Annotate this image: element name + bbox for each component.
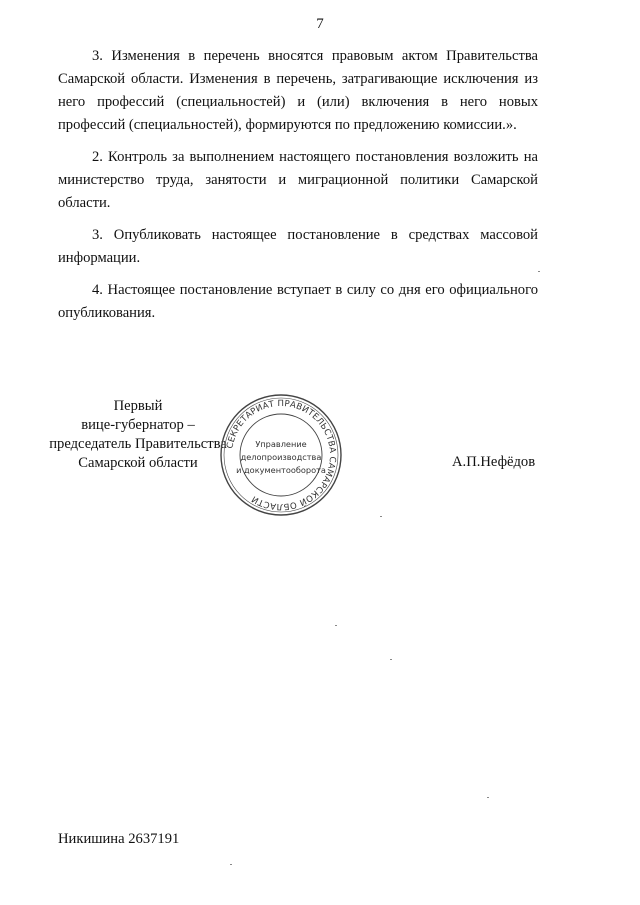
paragraph-perechen-changes: 3. Изменения в перечень вносятся правовым актом Правительства Самарской области. Изменения в перечень, затрагивающие исключения из него профессий (специальностей) и (или) включения в него новых профессий (специальностей), формируются по предложению комиссии.».: [58, 48, 538, 133]
seal-inner-line: и документооборота: [236, 465, 326, 475]
page-number: 7: [316, 16, 324, 32]
scan-speck: [380, 516, 382, 517]
document-body: [58, 45, 538, 334]
scan-speck: [230, 864, 232, 865]
signatory-title-line: Первый: [113, 398, 163, 414]
signatory-name: А.П.Нефёдов: [452, 454, 536, 470]
signatory-title-line: Самарской области: [78, 455, 198, 471]
seal-ring-text: СЕКРЕТАРИАТ ПРАВИТЕЛЬСТВА САМАРСКОЙ ОБЛАСТИ: [225, 398, 338, 512]
seal-inner-line: Управление: [255, 439, 307, 449]
scan-speck: [487, 797, 489, 798]
official-seal-stamp: [218, 392, 344, 518]
signatory-title-line: председатель Правительства: [49, 436, 227, 452]
scan-speck: [335, 625, 337, 626]
paragraph-effective-date: 4. Настоящее постановление вступает в силу со дня его официального опубликования.: [58, 282, 538, 321]
scan-speck: [538, 271, 540, 272]
signatory-title: [48, 397, 228, 473]
paragraph-control: 2. Контроль за выполнением настоящего постановления возложить на министерство труда, занятости и миграционной политики Самарской области.: [58, 149, 538, 211]
executor-contact: Никишина 2637191: [58, 831, 180, 847]
paragraph-publish: 3. Опубликовать настоящее постановление в средствах массовой информации.: [58, 227, 538, 266]
signatory-title-line: вице-губернатор –: [81, 417, 195, 433]
scan-speck: [390, 659, 392, 660]
seal-inner-line: делопроизводства: [240, 452, 322, 462]
